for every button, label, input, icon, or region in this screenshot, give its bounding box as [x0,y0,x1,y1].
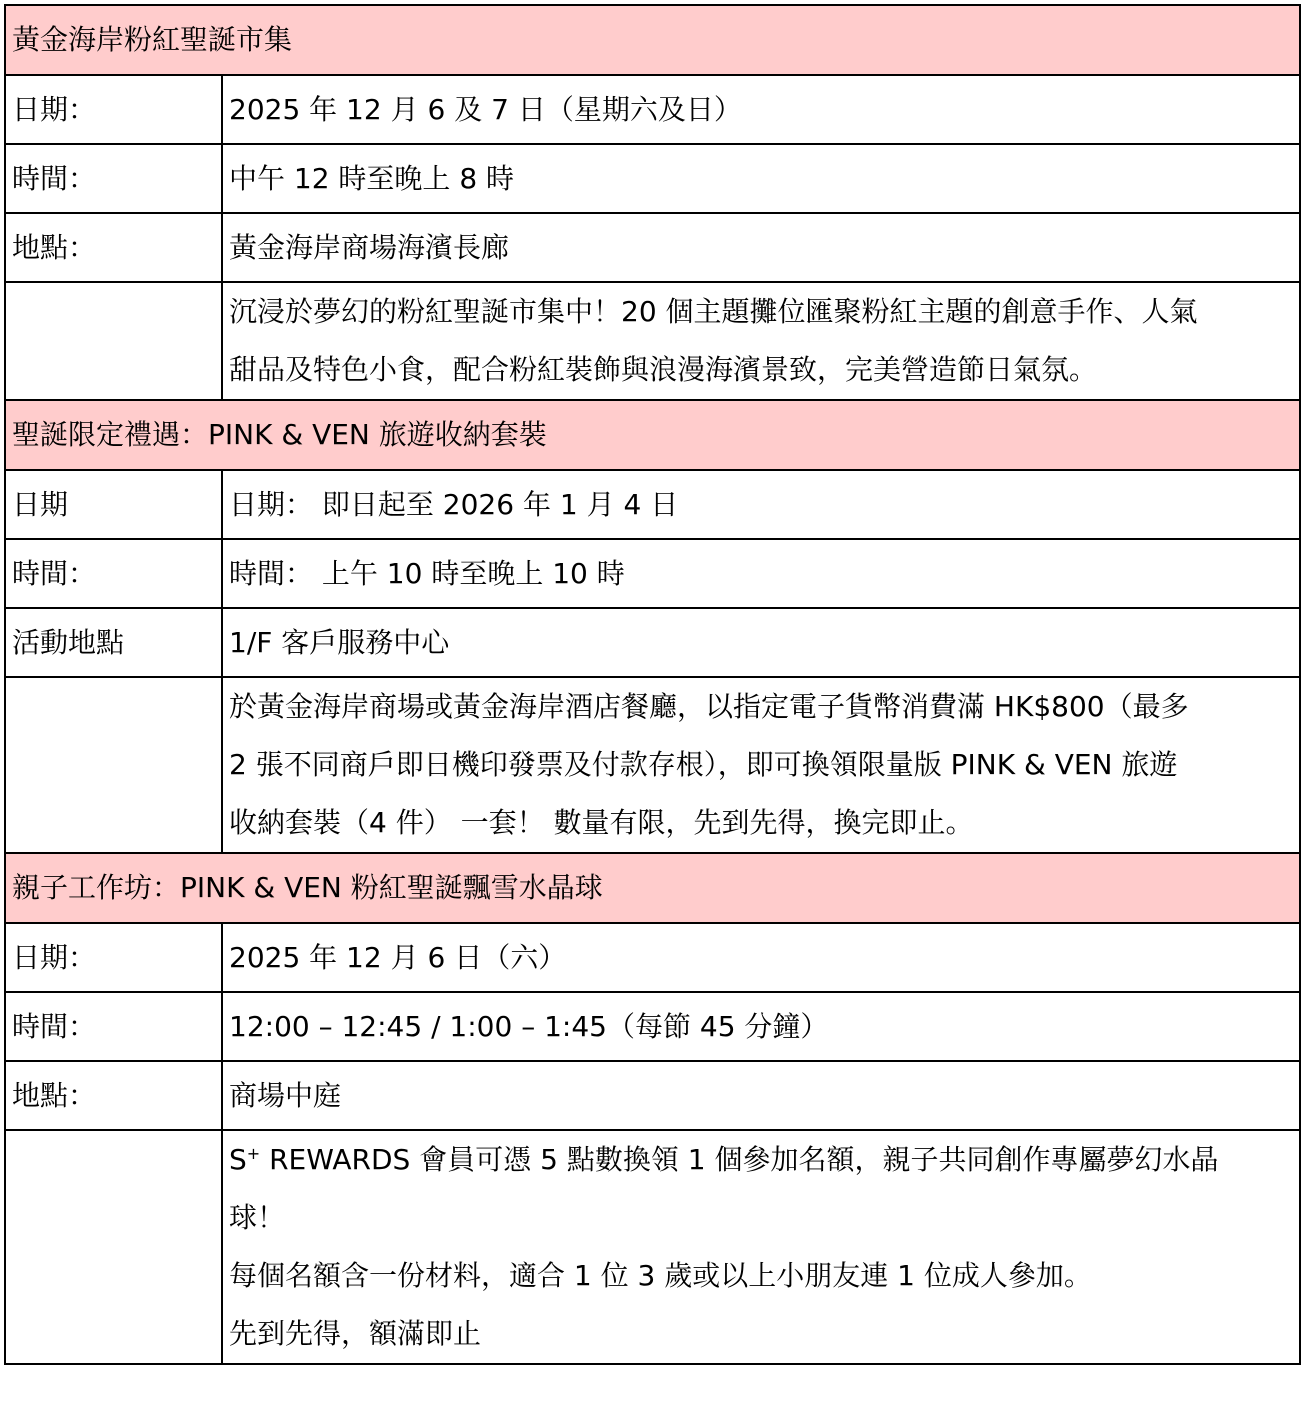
section-description [222,1130,1300,1364]
row-value: 中午 12 時至晚上 8 時 [222,144,1300,213]
row-label: 時間： [5,992,222,1061]
row-value: 時間： 上午 10 時至晚上 10 時 [222,539,1300,608]
table-row [5,539,1300,608]
section-description [222,282,1300,400]
description-row [5,282,1300,400]
row-label: 活動地點 [5,608,222,677]
row-label: 時間： [5,539,222,608]
table-row [5,470,1300,539]
description-row [5,677,1300,853]
description-prefix: S [229,1143,247,1176]
row-label: 地點： [5,213,222,282]
row-value: 黃金海岸商場海濱長廊 [222,213,1300,282]
empty-label-cell [5,282,222,400]
description-line: 先到先得，額滿即止 [229,1317,482,1350]
section-header-row [5,5,1300,75]
description-line: 於黃金海岸商場或黃金海岸酒店餐廳，以指定電子貨幣消費滿 HK$800（最多 [229,690,1189,723]
row-value: 日期： 即日起至 2026 年 1 月 4 日 [222,470,1300,539]
table-row [5,923,1300,992]
section-title: 聖誕限定禮遇：PINK & VEN 旅遊收納套裝 [5,400,1300,470]
row-label: 日期： [5,923,222,992]
section-header-row [5,400,1300,470]
row-value: 1/F 客戶服務中心 [222,608,1300,677]
description-line: 沉浸於夢幻的粉紅聖誕市集中！20 個主題攤位匯聚粉紅主題的創意手作、人氣 [229,295,1198,328]
description-text: REWARDS 會員可憑 5 點數換領 1 個參加名額，親子共同創作專屬夢幻水晶 [260,1143,1219,1176]
section-description [222,677,1300,853]
table-row [5,75,1300,144]
row-label: 日期 [5,470,222,539]
events-table [4,4,1301,1365]
description-line [229,1131,1293,1189]
description-line: 收納套裝（4 件） 一套！ 數量有限，先到先得，換完即止。 [229,806,974,839]
table-row [5,1061,1300,1130]
row-value: 12:00 – 12:45 / 1:00 – 1:45（每節 45 分鐘） [222,992,1300,1061]
section-title: 親子工作坊：PINK & VEN 粉紅聖誕飄雪水晶球 [5,853,1300,923]
table-row [5,144,1300,213]
empty-label-cell [5,1130,222,1364]
description-line: 每個名額含一份材料，適合 1 位 3 歲或以上小朋友連 1 位成人參加。 [229,1259,1092,1292]
table-row [5,213,1300,282]
empty-label-cell [5,677,222,853]
row-label: 地點： [5,1061,222,1130]
row-value: 2025 年 12 月 6 日（六） [222,923,1300,992]
row-label: 時間： [5,144,222,213]
description-row [5,1130,1300,1364]
description-line: 甜品及特色小食，配合粉紅裝飾與浪漫海濱景致，完美營造節日氣氛。 [229,353,1098,386]
section-title: 黃金海岸粉紅聖誕市集 [5,5,1300,75]
row-label: 日期： [5,75,222,144]
row-value: 商場中庭 [222,1061,1300,1130]
superscript-plus: + [246,1144,261,1163]
table-row [5,608,1300,677]
section-header-row [5,853,1300,923]
description-line: 2 張不同商戶即日機印發票及付款存根），即可換領限量版 PINK & VEN 旅遊 [229,748,1178,781]
table-row [5,992,1300,1061]
description-line: 球！ [229,1201,286,1234]
row-value: 2025 年 12 月 6 及 7 日（星期六及日） [222,75,1300,144]
